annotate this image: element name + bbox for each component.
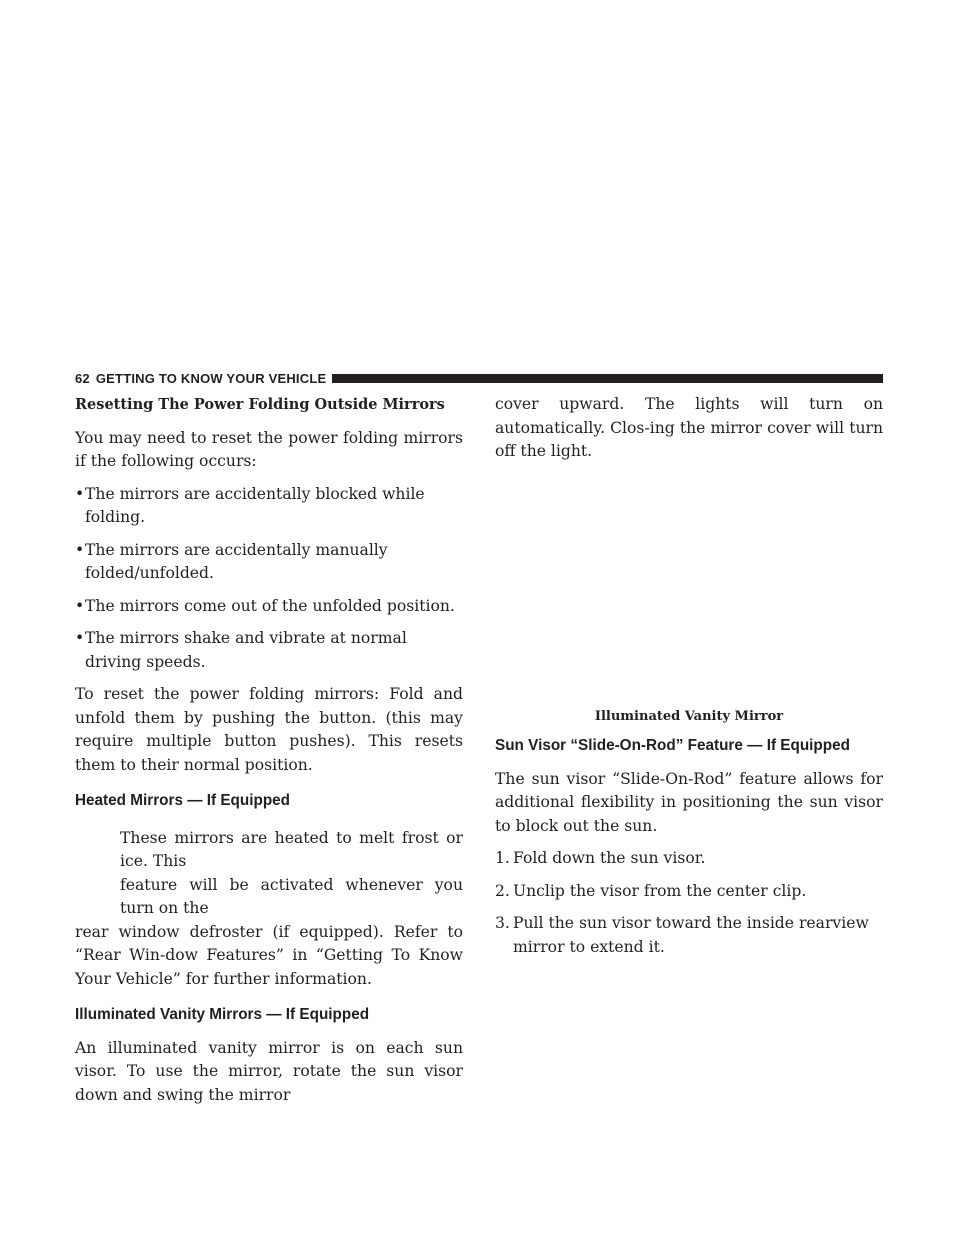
vanity-mirrors-text: An illuminated vanity mirror is on each sun visor. To use the mirror, rotate the sun visor down and swing the mirror: [75, 1038, 463, 1104]
list-item: 3. Pull the sun visor toward the inside rearview mirror to extend it.: [495, 914, 869, 956]
bullet-icon: •: [75, 484, 85, 503]
left-column: [75, 393, 463, 1107]
heated-mirrors-heading: Heated Mirrors — If Equipped: [75, 792, 291, 809]
bullet-icon: •: [75, 629, 85, 647]
right-column: [495, 393, 883, 968]
page-number: 62: [75, 370, 90, 386]
section-title: GETTING TO KNOW YOUR VEHICLE: [95, 370, 327, 386]
heated-mirrors-text: These mirrors are heated to melt frost or ice. This feature will be activated whenever you turn on the rear window defroster (if equipped). Refer to “Rear Win-dow Features” in “Getting To Know Your Vehicle” for further information.: [75, 828, 463, 988]
resetting-bullet-list: [75, 483, 463, 675]
bullet-icon: •: [75, 596, 85, 615]
list-item: • The mirrors are accidentally blocked while folding.: [75, 483, 463, 530]
resetting-subheading: Resetting The Power Folding Outside Mirrors: [75, 396, 445, 413]
resetting-intro: You may need to reset the power folding mirrors if the following occurs:: [75, 428, 463, 470]
list-item: 1. Fold down the sun visor.: [495, 849, 706, 867]
vanity-mirrors-text-continued: cover upward. The lights will turn on automatically. Clos-ing the mirror cover will turn off the light.: [495, 395, 883, 460]
list-item: 2. Unclip the visor from the center clip.: [495, 881, 807, 900]
page-header: [75, 369, 883, 387]
sun-visor-steps: [495, 847, 883, 959]
list-item: • The mirrors shake and vibrate at normal driving speeds.: [75, 627, 463, 674]
list-item: • The mirrors come out of the unfolded position.: [75, 595, 463, 619]
figure-caption: Illuminated Vanity Mirror: [594, 708, 784, 724]
header-rule: [332, 374, 883, 383]
reset-instructions: To reset the power folding mirrors: Fold and unfold them by pushing the button. (this may require multiple button pushes). This resets them to their normal position.: [75, 685, 463, 774]
list-item: • The mirrors are accidentally manually folded/unfolded.: [75, 539, 463, 586]
sun-visor-heading: Sun Visor “Slide-On-Rod” Feature — If Equipped: [495, 737, 850, 754]
vanity-mirror-figure: [495, 473, 883, 705]
sun-visor-text: The sun visor “Slide-On-Rod” feature allows for additional flexibility in positioning the sun visor to block out the sun.: [495, 769, 883, 835]
bullet-icon: •: [75, 540, 85, 559]
vanity-mirrors-heading: Illuminated Vanity Mirrors — If Equipped: [75, 1006, 370, 1023]
